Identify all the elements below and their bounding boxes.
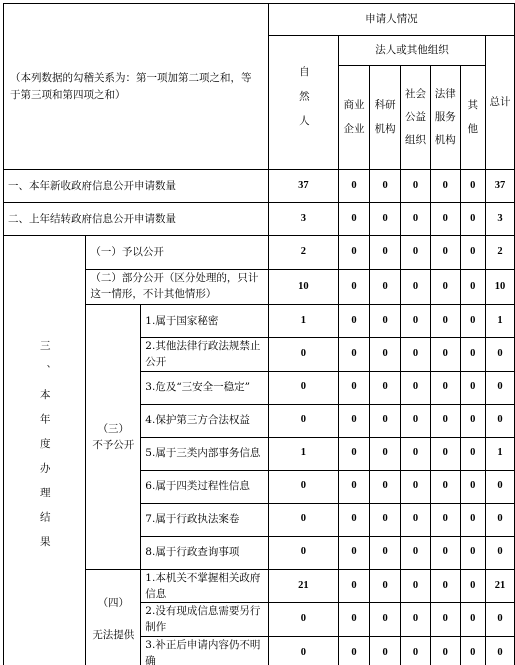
cell-value: 0 <box>338 470 369 503</box>
cell-value: 0 <box>460 305 485 338</box>
cell-value: 0 <box>370 636 401 665</box>
cell-value: 0 <box>370 236 401 270</box>
row-label: 5.属于三类内部事务信息 <box>141 437 268 470</box>
table-row <box>4 203 515 236</box>
row-label: （二）部分公开（区分处理的，只计这一情形，不计其他情形） <box>86 270 268 305</box>
cell-value: 0 <box>460 503 485 536</box>
cell-value: 0 <box>460 536 485 569</box>
cell-value: 0 <box>430 170 460 203</box>
cell-value: 0 <box>338 305 369 338</box>
not-disclose-number: （三） <box>98 423 130 435</box>
table-row <box>4 236 515 270</box>
cell-value: 0 <box>460 203 485 236</box>
cell-value: 0 <box>460 170 485 203</box>
cell-value: 0 <box>370 338 401 372</box>
cell-value: 0 <box>370 569 401 603</box>
total-header: 总计 <box>485 36 514 170</box>
cell-value: 0 <box>338 170 369 203</box>
cell-value: 0 <box>460 636 485 665</box>
cell-value: 0 <box>338 603 369 637</box>
cell-value: 0 <box>370 203 401 236</box>
cell-value: 0 <box>370 437 401 470</box>
cell-value: 0 <box>485 404 514 437</box>
cell-value: 3 <box>268 203 338 236</box>
sub-header-public-welfare <box>401 66 431 170</box>
unable-label <box>86 569 141 665</box>
cell-value: 0 <box>370 270 401 305</box>
cell-value: 0 <box>460 270 485 305</box>
sub-header-other <box>460 66 485 170</box>
row-label: 1.属于国家秘密 <box>141 305 268 338</box>
section3-label <box>4 236 86 665</box>
sub-header-business-text: 商业 企业 <box>339 94 369 140</box>
row-label: 6.属于四类过程性信息 <box>141 470 268 503</box>
sub-header-research-text: 科研 机构 <box>370 94 400 140</box>
cell-value: 0 <box>370 470 401 503</box>
cell-value: 0 <box>401 503 431 536</box>
cell-value: 10 <box>268 270 338 305</box>
cell-value: 0 <box>485 603 514 637</box>
cell-value: 0 <box>460 371 485 404</box>
cell-value: 0 <box>338 270 369 305</box>
cell-value: 0 <box>430 203 460 236</box>
cell-value: 0 <box>338 404 369 437</box>
cell-value: 0 <box>460 404 485 437</box>
cell-value: 2 <box>268 236 338 270</box>
cell-value: 2 <box>485 236 514 270</box>
cell-value: 1 <box>485 437 514 470</box>
header-note <box>4 4 269 170</box>
cell-value: 0 <box>401 569 431 603</box>
sub-header-legal-service <box>430 66 460 170</box>
cell-value: 0 <box>338 236 369 270</box>
cell-value: 37 <box>268 170 338 203</box>
cell-value: 0 <box>370 404 401 437</box>
cell-value: 0 <box>485 338 514 372</box>
cell-value: 0 <box>430 569 460 603</box>
cell-value: 0 <box>430 603 460 637</box>
cell-value: 0 <box>338 636 369 665</box>
cell-value: 0 <box>430 338 460 372</box>
natural-person-text: 自然人 <box>292 66 315 140</box>
cell-value: 0 <box>370 371 401 404</box>
row-label: 一、本年新收政府信息公开申请数量 <box>4 170 269 203</box>
cell-value: 0 <box>401 404 431 437</box>
cell-value: 3 <box>485 203 514 236</box>
cell-value: 0 <box>338 338 369 372</box>
cell-value: 0 <box>485 536 514 569</box>
cell-value: 0 <box>338 503 369 536</box>
cell-value: 0 <box>268 371 338 404</box>
cell-value: 0 <box>485 636 514 665</box>
cell-value: 0 <box>401 603 431 637</box>
cell-value: 0 <box>401 636 431 665</box>
sub-header-business <box>338 66 369 170</box>
cell-value: 0 <box>268 636 338 665</box>
cell-value: 37 <box>485 170 514 203</box>
cell-value: 0 <box>401 371 431 404</box>
row-label: 7.属于行政执法案卷 <box>141 503 268 536</box>
cell-value: 0 <box>485 503 514 536</box>
cell-value: 0 <box>370 170 401 203</box>
cell-value: 0 <box>338 536 369 569</box>
cell-value: 0 <box>430 404 460 437</box>
cell-value: 0 <box>401 236 431 270</box>
cell-value: 0 <box>430 536 460 569</box>
cell-value: 0 <box>370 536 401 569</box>
cell-value: 0 <box>430 636 460 665</box>
cell-value: 0 <box>268 603 338 637</box>
cell-value: 21 <box>268 569 338 603</box>
cell-value: 0 <box>268 503 338 536</box>
cell-value: 0 <box>268 536 338 569</box>
cell-value: 0 <box>460 470 485 503</box>
cell-value: 1 <box>268 437 338 470</box>
header-note-text: （本列数据的勾稽关系为：第一项加第二项之和，等于第三项和第四项之和） <box>10 72 252 100</box>
cell-value: 0 <box>430 503 460 536</box>
row-label: 2.其他法律行政法规禁止公开 <box>141 338 268 372</box>
unable-number: （四） <box>98 597 130 609</box>
row-label: （一）予以公开 <box>86 236 268 270</box>
cell-value: 0 <box>338 569 369 603</box>
not-disclose-text: 不予公开 <box>92 439 134 451</box>
cell-value: 0 <box>370 603 401 637</box>
cell-value: 0 <box>338 437 369 470</box>
cell-value: 0 <box>460 437 485 470</box>
row-label: 2.没有现成信息需要另行制作 <box>141 603 268 637</box>
sub-header-research <box>370 66 401 170</box>
cell-value: 0 <box>430 305 460 338</box>
cell-value: 1 <box>268 305 338 338</box>
cell-value: 21 <box>485 569 514 603</box>
cell-value: 0 <box>370 503 401 536</box>
cell-value: 0 <box>338 371 369 404</box>
cell-value: 0 <box>430 470 460 503</box>
cell-value: 0 <box>370 305 401 338</box>
cell-value: 0 <box>401 270 431 305</box>
cell-value: 0 <box>430 437 460 470</box>
applicant-status-header: 申请人情况 <box>268 4 514 36</box>
cell-value: 0 <box>401 338 431 372</box>
statistics-table <box>3 3 515 665</box>
row-label: 3.危及“三安全一稳定” <box>141 371 268 404</box>
not-disclose-label <box>86 305 141 570</box>
cell-value: 0 <box>401 305 431 338</box>
cell-value: 0 <box>401 203 431 236</box>
table-row <box>4 170 515 203</box>
cell-value: 0 <box>430 270 460 305</box>
cell-value: 0 <box>268 404 338 437</box>
row-label: 4.保护第三方合法权益 <box>141 404 268 437</box>
cell-value: 0 <box>430 236 460 270</box>
section3-label-text: 三、本年度办理结果 <box>37 340 53 561</box>
unable-text: 无法提供 <box>92 629 134 641</box>
legal-entity-header: 法人或其他组织 <box>338 36 485 66</box>
cell-value: 0 <box>485 371 514 404</box>
cell-value: 10 <box>485 270 514 305</box>
cell-value: 0 <box>401 470 431 503</box>
cell-value: 0 <box>460 603 485 637</box>
cell-value: 0 <box>401 170 431 203</box>
cell-value: 0 <box>268 470 338 503</box>
cell-value: 0 <box>338 203 369 236</box>
row-label: 3.补正后申请内容仍不明确 <box>141 636 268 665</box>
cell-value: 0 <box>430 371 460 404</box>
row-label: 1.本机关不掌握相关政府信息 <box>141 569 268 603</box>
natural-person-header <box>268 36 338 170</box>
sub-header-public-welfare-text: 社会 公益 组织 <box>401 83 430 152</box>
cell-value: 0 <box>268 338 338 372</box>
row-label: 8.属于行政查询事项 <box>141 536 268 569</box>
cell-value: 0 <box>460 236 485 270</box>
cell-value: 0 <box>401 536 431 569</box>
row-label: 二、上年结转政府信息公开申请数量 <box>4 203 269 236</box>
cell-value: 0 <box>460 338 485 372</box>
cell-value: 0 <box>485 470 514 503</box>
cell-value: 1 <box>485 305 514 338</box>
sub-header-other-text: 其 他 <box>461 94 485 140</box>
cell-value: 0 <box>460 569 485 603</box>
sub-header-legal-service-text: 法律 服务 机构 <box>431 83 460 152</box>
cell-value: 0 <box>401 437 431 470</box>
